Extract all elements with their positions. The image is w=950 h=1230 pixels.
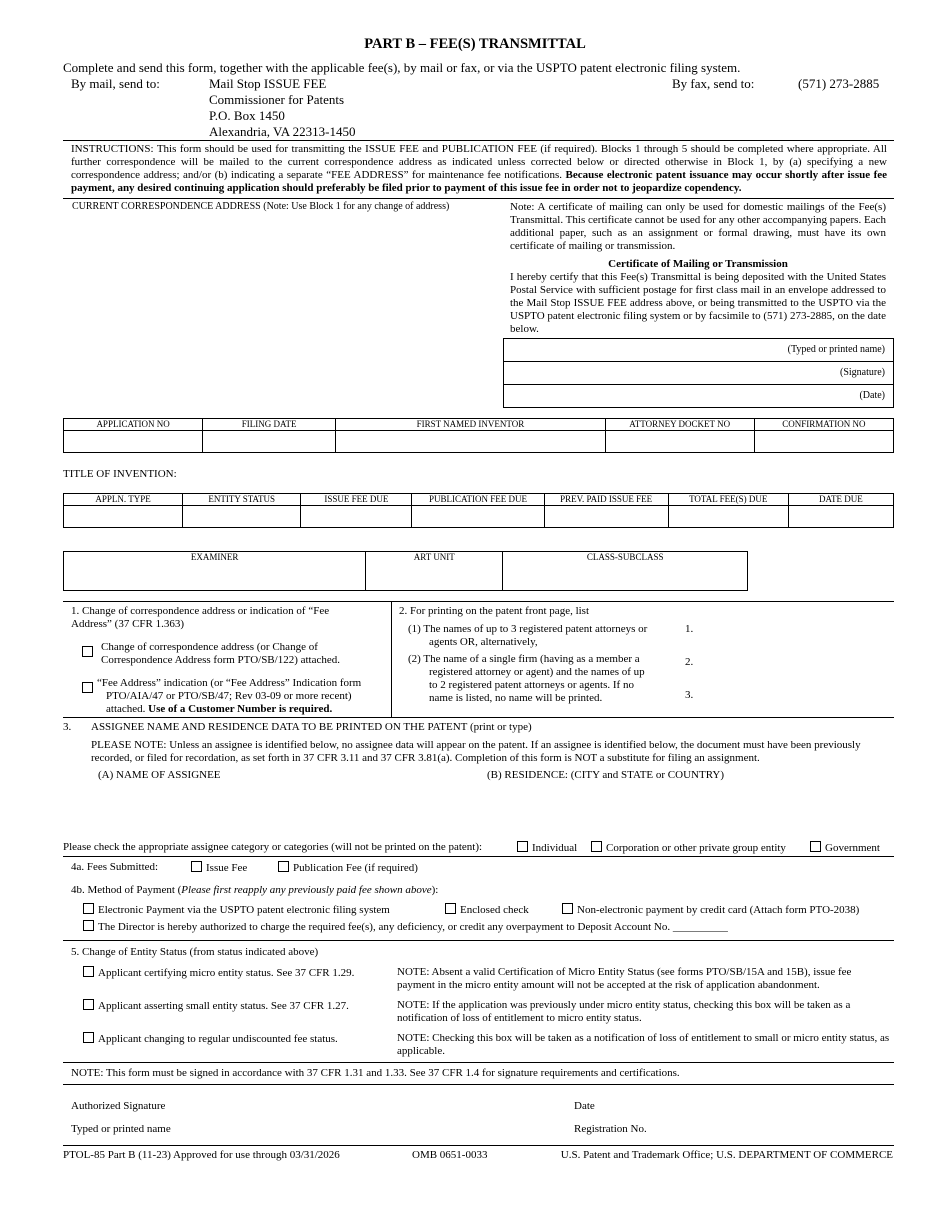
- divider: [63, 601, 894, 602]
- form-title: PART B – FEE(S) TRANSMITTAL: [364, 36, 586, 52]
- option-line: PTO/AIA/47 or PTO/SB/47; Rev 03-09 or more recent): [106, 690, 352, 702]
- fee-table: [63, 493, 894, 528]
- col-publication-fee-due: PUBLICATION FEE DUE: [412, 494, 544, 506]
- item-line: registered attorney or agent) and the names of up: [429, 666, 645, 678]
- appln-type-cell[interactable]: [64, 506, 183, 528]
- typed-name-field[interactable]: (Typed or printed name): [787, 344, 885, 355]
- filing-date-cell[interactable]: [203, 431, 336, 453]
- fax-number: (571) 273-2885: [798, 76, 880, 91]
- signature-date-field[interactable]: Date: [574, 1100, 595, 1112]
- footer-agency: U.S. Patent and Trademark Office; U.S. DEPARTMENT OF COMMERCE: [560, 1149, 893, 1161]
- small-entity-option[interactable]: [83, 999, 349, 1013]
- fee-address-checkbox[interactable]: [82, 679, 97, 697]
- enclosed-check-option[interactable]: [445, 903, 529, 917]
- block1-heading: [71, 605, 329, 631]
- checkbox-box[interactable]: [83, 966, 94, 977]
- option-line: Change of correspondence address (or Change of: [101, 641, 318, 653]
- mail-address: [209, 76, 355, 140]
- option-line: Correspondence Address form PTO/SB/122) attached.: [101, 654, 341, 666]
- signature-note: NOTE: This form must be signed in accordance with 37 CFR 1.31 and 1.33. See 37 CFR 1.4 for signature requirements and certifications.: [71, 1067, 680, 1079]
- option-bold: Use of a Customer Number is required.: [148, 703, 333, 715]
- payment-method-label: [71, 884, 438, 897]
- mail-label: By mail, send to:: [71, 76, 160, 91]
- checkbox-box[interactable]: [517, 841, 528, 852]
- regular-fee-note: NOTE: Checking this box will be taken as a notification of loss of entitlement to small or micro entity status, as applicable.: [397, 1032, 890, 1057]
- divider: [391, 601, 392, 717]
- col-confirmation-no: CONFIRMATION NO: [754, 419, 893, 431]
- attorney-line-3[interactable]: 3.: [685, 689, 694, 701]
- option-label: The Director is hereby authorized to charge the required fee(s), any deficiency, or credit any overpayment to Deposit Account No. __________: [98, 921, 728, 933]
- category-label: Individual: [532, 842, 578, 854]
- option-line: [97, 703, 361, 716]
- checkbox-box[interactable]: [83, 903, 94, 914]
- option-label: Applicant asserting small entity status. See 37 CFR 1.27.: [98, 1000, 349, 1012]
- attorney-line-1[interactable]: 1.: [685, 623, 694, 635]
- block3-heading: ASSIGNEE NAME AND RESIDENCE DATA TO BE PRINTED ON THE PATENT (print or type): [91, 721, 532, 733]
- assignee-category-prompt: Please check the appropriate assignee category or categories (will not be printed on the patent):: [63, 841, 483, 853]
- divider: [63, 940, 894, 941]
- col-total-fees-due: TOTAL FEE(S) DUE: [668, 494, 788, 506]
- item-line: name is listed, no name will be printed.: [429, 692, 603, 704]
- checkbox-box[interactable]: [82, 646, 93, 657]
- checkbox-box[interactable]: [83, 920, 94, 931]
- divider: [503, 384, 894, 385]
- mail-line: P.O. Box 1450: [209, 108, 285, 123]
- confirmation-no-cell[interactable]: [754, 431, 893, 453]
- micro-entity-note: NOTE: Absent a valid Certification of Micro Entity Status (see forms PTO/SB/15A and 15B), issue fee payment in the micro entity amount will not be accepted at the risk of application abandonment.: [397, 966, 852, 991]
- col-issue-fee-due: ISSUE FEE DUE: [301, 494, 412, 506]
- certificate-heading: Certificate of Mailing or Transmission: [608, 258, 788, 270]
- micro-entity-option[interactable]: [83, 966, 354, 980]
- checkbox-box[interactable]: [591, 841, 602, 852]
- divider: [63, 856, 894, 857]
- category-government[interactable]: [810, 841, 880, 855]
- col-date-due: DATE DUE: [788, 494, 893, 506]
- item-line: agents OR, alternatively,: [429, 636, 538, 648]
- small-entity-note: NOTE: If the application was previously under micro entity status, checking this box will be taken as a notification of loss of entitlement to micro entity status.: [397, 999, 851, 1024]
- fees-submitted-label: 4a. Fees Submitted:: [71, 861, 159, 873]
- issue-fee-option[interactable]: [191, 861, 247, 875]
- item-line: (1) The names of up to 3 registered patent attorneys or: [408, 623, 648, 635]
- application-table: [63, 418, 894, 453]
- option-label: Publication Fee (if required): [293, 862, 418, 874]
- date-field[interactable]: (Date): [859, 390, 885, 401]
- checkbox-box[interactable]: [83, 999, 94, 1010]
- option-label: Enclosed check: [460, 904, 529, 916]
- title-of-invention-label: TITLE OF INVENTION:: [63, 468, 177, 480]
- option-label: Issue Fee: [206, 862, 248, 874]
- footer-omb: OMB 0651-0033: [412, 1149, 488, 1161]
- block2-item2: [408, 653, 645, 705]
- regular-fee-option[interactable]: [83, 1032, 338, 1046]
- label-italic: Please first reapply any previously paid fee shown above: [181, 884, 432, 896]
- signature-field[interactable]: (Signature): [840, 367, 885, 378]
- issue-fee-due-cell[interactable]: [301, 506, 412, 528]
- block3-number: 3.: [63, 721, 72, 733]
- deposit-account-option[interactable]: [83, 920, 728, 934]
- change-address-checkbox[interactable]: [82, 643, 97, 661]
- prev-paid-issue-fee-cell[interactable]: [544, 506, 668, 528]
- publication-fee-due-cell[interactable]: [412, 506, 544, 528]
- assignee-name-label: (A) NAME OF ASSIGNEE: [98, 769, 221, 781]
- mail-line: Mail Stop ISSUE FEE: [209, 76, 327, 91]
- item-line: (2) The name of a single firm (having as a member a: [408, 653, 640, 665]
- col-application-no: APPLICATION NO: [64, 419, 203, 431]
- mail-line: Alexandria, VA 22313-1450: [209, 124, 356, 139]
- class-subclass-cell[interactable]: CLASS-SUBCLASS: [503, 552, 748, 591]
- assignee-residence-label: (B) RESIDENCE: (CITY and STATE or COUNTRY): [487, 769, 725, 781]
- change-address-label: [101, 641, 340, 667]
- divider: [63, 1084, 894, 1085]
- col-attorney-docket: ATTORNEY DOCKET NO: [605, 419, 754, 431]
- date-due-cell[interactable]: [788, 506, 893, 528]
- checkbox-box[interactable]: [278, 861, 289, 872]
- intro-text: Complete and send this form, together with the applicable fee(s), by mail or fax, or via the USPTO patent electronic filing system.: [63, 60, 741, 75]
- correspondence-label: CURRENT CORRESPONDENCE ADDRESS (Note: Use Block 1 for any change of address): [72, 201, 450, 212]
- divider: [63, 198, 894, 199]
- col-first-inventor: FIRST NAMED INVENTOR: [336, 419, 606, 431]
- col-entity-status: ENTITY STATUS: [183, 494, 301, 506]
- col-appln-type: APPLN. TYPE: [64, 494, 183, 506]
- option-line: “Fee Address” indication (or “Fee Address” Indication form: [97, 677, 362, 689]
- application-no-cell[interactable]: [64, 431, 203, 453]
- instructions: [71, 143, 887, 195]
- col-prev-paid-issue-fee: PREV. PAID ISSUE FEE: [544, 494, 668, 506]
- attorney-docket-cell[interactable]: [605, 431, 754, 453]
- option-label: Applicant certifying micro entity status. See 37 CFR 1.29.: [98, 967, 355, 979]
- certificate-body: I hereby certify that this Fee(s) Transmittal is being deposited with the United States Postal Service with sufficient postage for first class mail in an envelope addressed to the Mail Stop ISSUE FEE address above, or being transmitted to the USPTO via the USPTO patent electronic filing system or by facsimile to (571) 273-2885, on the date below.: [510, 271, 886, 335]
- instructions-text: INSTRUCTIONS: This form should be used for transmitting the ISSUE FEE and PUBLICATION FEE (if required). Blocks 1 through 5 should be completed where appropriate. All further correspondence will be mailed to the current correspondence address as indicated unless corrected below or directed otherwise in Block 1, by (a) specifying a new correspondence address; and/or (b) indicating a separate “FEE ADDRESS” for maintenance fee notifications.: [71, 143, 887, 181]
- label-text: 4b. Method of Payment (: [71, 884, 182, 896]
- art-unit-cell[interactable]: ART UNIT: [366, 552, 503, 591]
- label-text: ):: [431, 884, 439, 896]
- footer-form-id: PTOL-85 Part B (11-23) Approved for use through 03/31/2026: [63, 1149, 340, 1161]
- checkbox-box[interactable]: [191, 861, 202, 872]
- option-text: attached.: [106, 703, 149, 715]
- entity-status-cell[interactable]: [183, 506, 301, 528]
- divider: [63, 717, 894, 718]
- typed-name-signature-field[interactable]: Typed or printed name: [71, 1123, 171, 1135]
- block2-item1: [408, 623, 647, 649]
- block2-heading: 2. For printing on the patent front page, list: [399, 605, 590, 617]
- option-label: Non-electronic payment by credit card (Attach form PTO-2038): [577, 904, 860, 916]
- divider: [63, 1145, 894, 1146]
- examiner-table: [63, 551, 748, 591]
- fax-label: By fax, send to:: [672, 76, 755, 91]
- registration-no-field[interactable]: Registration No.: [574, 1123, 647, 1135]
- checkbox-box[interactable]: [562, 903, 573, 914]
- authorized-signature-field[interactable]: Authorized Signature: [71, 1100, 166, 1112]
- attorney-line-2[interactable]: 2.: [685, 656, 694, 668]
- electronic-payment-option[interactable]: [83, 903, 390, 917]
- checkbox-box[interactable]: [445, 903, 456, 914]
- option-label: Applicant changing to regular undiscounted fee status.: [98, 1033, 338, 1045]
- col-filing-date: FILING DATE: [203, 419, 336, 431]
- option-label: Electronic Payment via the USPTO patent electronic filing system: [98, 904, 390, 916]
- divider: [63, 140, 894, 141]
- checkbox-box[interactable]: [810, 841, 821, 852]
- category-label: Corporation or other private group entity: [606, 842, 786, 854]
- fee-address-label: [97, 677, 361, 716]
- examiner-cell[interactable]: EXAMINER: [64, 552, 366, 591]
- block1-heading-line: Address” (37 CFR 1.363): [71, 618, 185, 630]
- divider: [503, 361, 894, 362]
- category-individual[interactable]: [517, 841, 577, 855]
- divider: [63, 1062, 894, 1063]
- credit-card-option[interactable]: [562, 903, 859, 917]
- total-fees-due-cell[interactable]: [668, 506, 788, 528]
- category-label: Government: [825, 842, 880, 854]
- item-line: to 2 registered patent attorneys or agents. If no: [429, 679, 634, 691]
- entity-status-heading: 5. Change of Entity Status (from status indicated above): [71, 946, 319, 958]
- certificate-note: Note: A certificate of mailing can only be used for domestic mailings of the Fee(s) Transmittal. This certificate cannot be used for any other accompanying papers. Each additional paper, such as an assignment or formal drawing, must have its own certificate of mailing or transmission.: [510, 201, 886, 252]
- block1-heading-line: 1. Change of correspondence address or indication of “Fee: [71, 605, 330, 617]
- block3-note: PLEASE NOTE: Unless an assignee is identified below, no assignee data will appear on the patent. If an assignee is identified below, the document must have been previously recorded, or filed for recordation, as set forth in 37 CFR 3.11 and 37 CFR 3.81(a). Completion of this form is NOT a substitute for filing an assignment.: [91, 739, 861, 764]
- publication-fee-option[interactable]: [278, 861, 418, 875]
- checkbox-box[interactable]: [82, 682, 93, 693]
- category-corporation[interactable]: [591, 841, 786, 855]
- instructions-bold: Because electronic patent issuance may occur shortly after issue fee payment, any desired continuing application should preferably be filed prior to payment of this issue fee in order not to jeopardize copendency.: [71, 169, 887, 194]
- mail-line: Commissioner for Patents: [209, 92, 345, 107]
- first-inventor-cell[interactable]: [336, 431, 606, 453]
- checkbox-box[interactable]: [83, 1032, 94, 1043]
